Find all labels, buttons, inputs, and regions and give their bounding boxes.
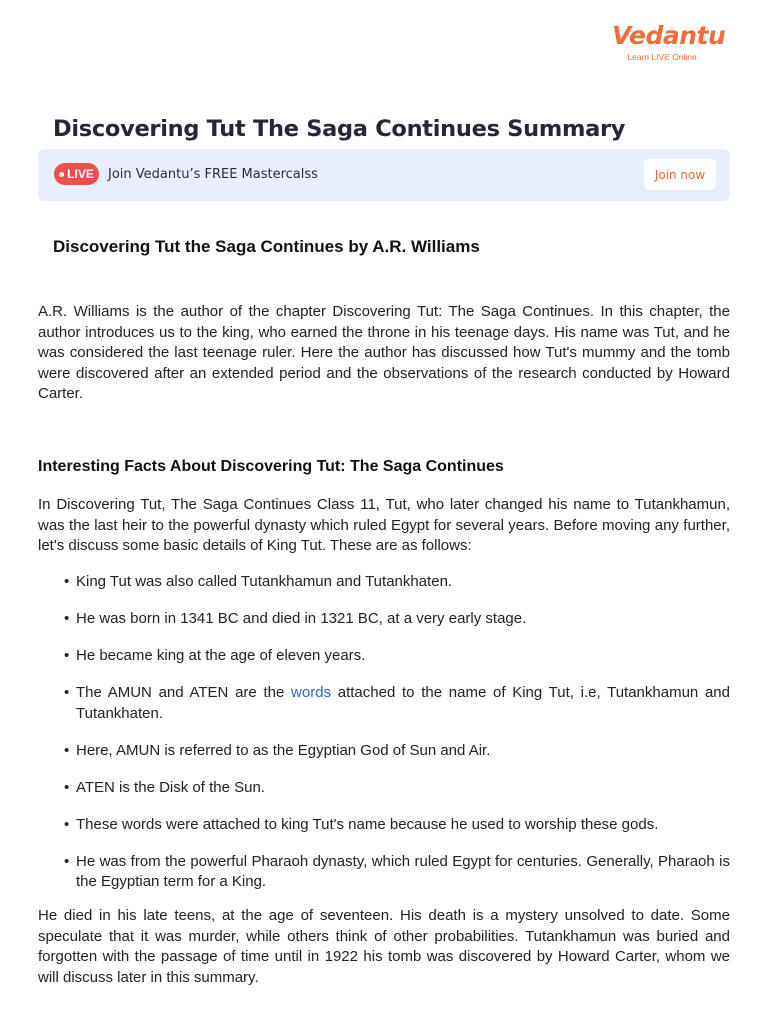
list-item-text: He was born in 1341 BC and died in 1321 BC, at a very early stage.: [76, 610, 527, 627]
list-item-text: King Tut was also called Tutankhamun and Tutankhaten.: [76, 573, 453, 590]
list-item-text: Here, AMUN is referred to as the Egyptian God of Sun and Air.: [76, 741, 491, 759]
list-item: [64, 778, 730, 799]
list-item-text-after: attached to the name of King Tut, i.e, Tutankhamun and Tutankhaten.: [76, 684, 730, 722]
closing-paragraph: He died in his late teens, at the age of seventeen. His death is a mystery unsolved to date. Some speculate that it was murder, while others think of other probabilities. Tutankhamun was buried and forgotten with the passage of time until in 1922 his tomb was discovered by Howard Carter, whom we will discuss later in this summary.: [38, 907, 730, 986]
facts-list: [64, 572, 730, 909]
vedantu-logo[interactable]: [612, 21, 726, 62]
bullet-icon: •: [64, 684, 70, 701]
bullet-icon: •: [64, 647, 70, 664]
logo-wordmark: Vedantu: [612, 21, 726, 50]
list-item-text: [76, 683, 730, 724]
list-item-text-before: The AMUN and ATEN are the: [76, 684, 292, 701]
list-item: [64, 683, 730, 724]
list-item-text: ATEN is the Disk of the Sun.: [76, 778, 265, 796]
bullet-icon: •: [64, 741, 70, 759]
list-item-text: These words were attached to king Tut's name because he used to worship these gods.: [76, 815, 659, 833]
banner-text: Join Vedantu’s FREE Mastercalss: [108, 167, 318, 182]
bullet-icon: •: [64, 573, 70, 590]
logo-tagline: Learn LIVE Online: [627, 52, 697, 62]
list-item-text: He was from the powerful Pharaoh dynasty, which ruled Egypt for centuries. Generally, Pharaoh is the Egyptian term for a King.: [76, 852, 730, 890]
bullet-icon: •: [64, 610, 70, 627]
list-item: [64, 852, 730, 893]
facts-intro-paragraph: In Discovering Tut, The Saga Continues Class 11, Tut, who later changed his name to Tutankhamun, was the last heir to the powerful dynasty which ruled Egypt for several years. Before moving any further, let's discuss some basic details of King Tut. These are as follows:: [38, 496, 730, 554]
page-title: Discovering Tut The Saga Continues Summary: [53, 116, 626, 142]
join-now-button[interactable]: Join now: [644, 159, 716, 190]
list-item-text: He became king at the age of eleven years.: [76, 647, 366, 664]
section-heading: Interesting Facts About Discovering Tut: The Saga Continues: [38, 458, 504, 475]
live-label: LIVE: [67, 167, 94, 181]
live-dot-icon: [59, 172, 64, 177]
masterclass-banner[interactable]: [38, 149, 730, 201]
bullet-icon: •: [64, 815, 70, 833]
words-link[interactable]: words: [291, 684, 332, 701]
list-item: [64, 815, 730, 836]
intro-paragraph: A.R. Williams is the author of the chapter Discovering Tut: The Saga Continues. In this chapter, the author introduces us to the king, who earned the throne in his teenage days. His name was Tut, and he was considered the last teenage ruler. Here the author has discussed how Tut's mummy and the tomb were discovered after an extended period and the observations of the research conducted by Howard Carter.: [38, 303, 730, 402]
list-item: [64, 609, 730, 630]
bullet-icon: •: [64, 852, 70, 870]
list-item: [64, 572, 730, 593]
list-item: [64, 741, 730, 762]
article-subtitle: Discovering Tut the Saga Continues by A.R. Williams: [53, 237, 480, 256]
list-item: [64, 646, 730, 667]
bullet-icon: •: [64, 778, 70, 796]
live-badge: [54, 163, 99, 185]
